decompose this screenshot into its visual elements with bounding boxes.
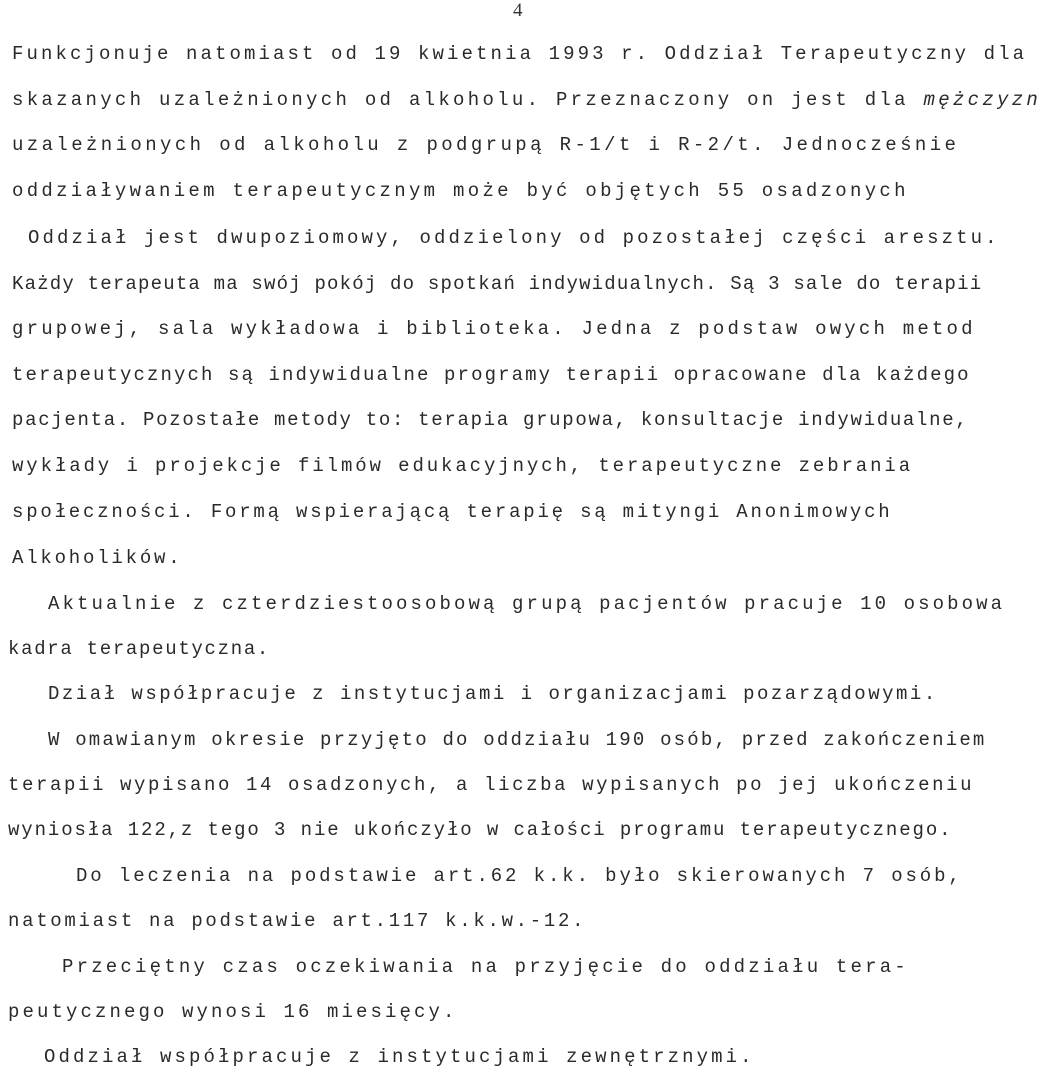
text-line-13: [48, 592, 1005, 616]
text-line-3: [12, 133, 959, 157]
text-line-21-content: Przeciętny czas oczekiwania na przyjęcie do oddziału tera-: [62, 956, 909, 978]
text-line-22: [8, 1000, 458, 1024]
text-line-15-content: Dział współpracuje z instytucjami i organizacjami pozarządowymi.: [48, 683, 938, 705]
text-line-21: [62, 955, 909, 979]
text-line-10-content: wykłady i projekcje filmów edukacyjnych, terapeutyczne zebrania: [12, 455, 914, 477]
text-line-20: [8, 909, 586, 933]
text-line-4: [12, 179, 909, 203]
text-line-11: [12, 500, 893, 524]
text-line-18: [8, 818, 952, 842]
text-line-5: [28, 226, 1000, 250]
text-line-10: [12, 454, 913, 478]
text-line-19: [76, 864, 963, 888]
italic-word: mężczyzn: [923, 89, 1041, 111]
text-line-9: [12, 408, 968, 432]
text-line-6: [12, 272, 982, 296]
text-line-22-content: peutycznego wynosi 16 miesięcy.: [8, 1001, 458, 1023]
text-line-3-content: uzależnionych od alkoholu z podgrupą R-1/t i R-2/t. Jednocześnie: [12, 134, 960, 156]
text-line-12: [12, 546, 182, 570]
text-line-20-content: natomiast na podstawie art.117 k.k.w.-12.: [8, 910, 587, 932]
text-line-23: [44, 1045, 755, 1069]
text-line-14: [8, 637, 270, 661]
text-line-7-content: grupowej, sala wykładowa i biblioteka. Jedna z podstaw owych metod: [12, 318, 976, 340]
text-line-11-content: społeczności. Formą wspierającą terapię są mityngi Anonimowych: [12, 501, 893, 523]
text-line-16: [48, 728, 987, 752]
text-line-1: [12, 42, 1027, 66]
page-number: 4: [513, 0, 523, 21]
text-line-19-content: Do leczenia na podstawie art.62 k.k. było skierowanych 7 osób,: [76, 865, 963, 887]
text-line-1-content: Funkcjonuje natomiast od 19 kwietnia 1993 r. Oddział Terapeutyczny dla: [12, 43, 1028, 65]
text-line-5-content: Oddział jest dwupoziomowy, oddzielony od pozostałej części aresztu.: [28, 227, 1000, 249]
text-line-13-content: Aktualnie z czterdziestoosobową grupą pacjentów pracuje 10 osobowa: [48, 593, 1006, 615]
text-line-9-content: pacjenta. Pozostałe metody to: terapia grupowa, konsultacje indywidualne,: [12, 409, 969, 431]
text-line-2: [12, 88, 1041, 112]
text-line-2-content: skazanych uzależnionych od alkoholu. Przeznaczony on jest dla: [12, 89, 924, 111]
text-line-17: [8, 773, 974, 797]
text-line-23-content: Oddział współpracuje z instytucjami zewnętrznymi.: [44, 1046, 755, 1068]
text-line-17-content: terapii wypisano 14 osadzonych, a liczba wypisanych po jej ukończeniu: [8, 774, 975, 796]
text-line-4-content: oddziaływaniem terapeutycznym może być objętych 55 osadzonych: [12, 180, 909, 202]
text-line-14-content: kadra terapeutyczna.: [8, 638, 271, 660]
text-line-18-content: wyniosła 122,z tego 3 nie ukończyło w całości programu terapeutycznego.: [8, 819, 953, 841]
text-line-12-content: Alkoholików.: [12, 547, 183, 569]
text-line-8-content: terapeutycznych są indywidualne programy terapii opracowane dla każdego: [12, 364, 971, 386]
text-line-8: [12, 363, 971, 387]
text-line-16-content: W omawianym okresie przyjęto do oddziału 190 osób, przed zakończeniem: [48, 729, 987, 751]
text-line-6-content: Każdy terapeuta ma swój pokój do spotkań indywidualnych. Są 3 sale do terapii: [12, 273, 983, 295]
text-line-7: [12, 317, 976, 341]
text-line-15: [48, 682, 938, 706]
